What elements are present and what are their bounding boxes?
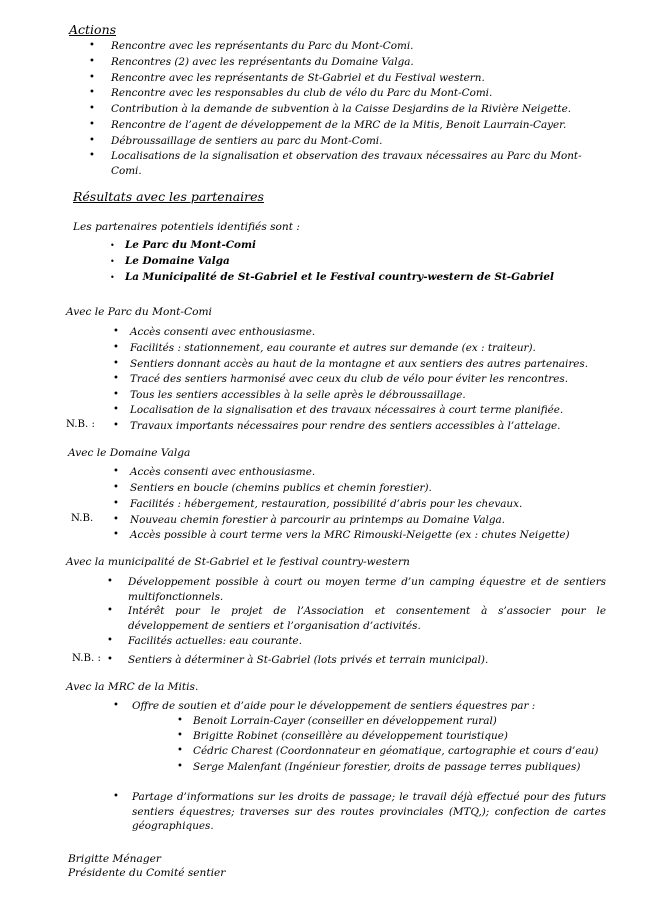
bullet: • [89,87,95,98]
action-item: Rencontre de l’agent de développement de la MRC de la Mitis, Benoit Laurrain-Cayer. [111,119,567,131]
mont-comi-heading: Avec le Parc du Mont-Comi [66,306,212,318]
nb-label: N.B. : [66,419,95,430]
action-item: Rencontre avec les représentants du Parc du Mont-Comi. [111,40,414,52]
valga-item: Sentiers en boucle (chemins publics et chemin forestier). [130,482,432,494]
action-item: Contribution à la demande de subvention à la Caisse Desjardins de la Rivière Neigette. [111,103,572,115]
mont-comi-item: Travaux importants nécessaires pour rendre des sentiers accessibles à l’attelage. [130,420,561,432]
bullet: • [113,498,119,509]
bullet: • [113,373,119,384]
bullet: • [89,56,95,67]
bullet: • [110,241,115,250]
results-heading: Résultats avec les partenaires [73,189,264,204]
action-item: Rencontres (2) avec les représentants du Domaine Valga. [111,56,414,68]
valga-item: Accès consenti avec enthousiasme. [130,466,316,478]
mrc-sharing: Partage d’informations sur les droits de passage; le travail déjà effectué pour des futurs sentiers équestres; traverses sur des routes provinciales (MTQ,); confection de cartes géographiques. [132,791,606,832]
mrc-person: Benoit Lorrain-Cayer (conseiller en développement rural) [193,715,497,727]
bullet: • [177,761,183,772]
bullet: • [107,654,113,665]
st-gabriel-item: Intérêt pour le projet de l’Association et consentement à s’associer pour le développement de sentiers et l’organisation d’activités. [128,605,606,632]
signature-title: Présidente du Comité sentier [68,867,226,879]
bullet: • [113,791,119,802]
bullet: • [113,404,119,415]
bullet: • [177,715,183,726]
bullet: • [113,389,119,400]
bullet: • [107,576,113,587]
partner-item: Le Parc du Mont-Comi [125,239,256,251]
bullet: • [89,40,95,51]
mont-comi-item: Tous les sentiers accessibles à la selle après le débroussaillage. [130,389,466,401]
action-item: Localisations de la signalisation et observation des travaux nécessaires au Parc du Mont-Comi. [111,150,582,177]
bullet: • [177,745,183,756]
valga-item: Accès possible à court terme vers la MRC Rimouski-Neigette (ex : chutes Neigette) [130,529,570,541]
bullet: • [113,529,119,540]
bullet: • [110,273,115,282]
partners-intro: Les partenaires potentiels identifiés sont : [73,221,300,233]
mrc-person: Brigitte Robinet (conseillère au développement touristique) [193,730,508,742]
action-item: Rencontre avec les responsables du club de vélo du Parc du Mont-Comi. [111,87,493,99]
action-item: Rencontre avec les représentants de St-Gabriel et du Festival western. [111,72,485,84]
action-item: Débroussaillage de sentiers au parc du Mont-Comi. [111,135,383,147]
bullet: • [113,358,119,369]
valga-heading: Avec le Domaine Valga [68,447,191,459]
mrc-offer: Offre de soutien et d’aide pour le développement de sentiers équestres par : [132,700,536,712]
signature-name: Brigitte Ménager [68,853,161,865]
bullet: • [89,72,95,83]
bullet: • [89,135,95,146]
valga-item: Nouveau chemin forestier à parcourir au printemps au Domaine Valga. [130,514,505,526]
bullet: • [113,420,119,431]
bullet: • [89,150,95,161]
mrc-person: Cédric Charest (Coordonnateur en géomatique, cartographie et cours d’eau) [193,745,599,757]
bullet: • [89,119,95,130]
st-gabriel-heading: Avec la municipalité de St-Gabriel et le festival country-western [66,556,410,568]
valga-item: Facilités : hébergement, restauration, possibilité d’abris pour les chevaux. [130,498,523,510]
bullet: • [113,342,119,353]
bullet: • [107,605,113,616]
bullet: • [89,103,95,114]
st-gabriel-item: Développement possible à court ou moyen terme d’un camping équestre et de sentiers multifonctionnels. [128,576,606,603]
st-gabriel-item: Sentiers à déterminer à St-Gabriel (lots privés et terrain municipal). [128,654,489,666]
partner-item: La Municipalité de St-Gabriel et le Festival country-western de St-Gabriel [125,271,554,283]
bullet: • [113,482,119,493]
bullet: • [113,466,119,477]
actions-heading: Actions [69,22,117,37]
nb-label: N.B. : [72,653,101,664]
st-gabriel-item: Facilités actuelles: eau courante. [128,635,302,647]
bullet: • [107,635,113,646]
bullet: • [110,257,115,266]
bullet: • [113,514,119,525]
bullet: • [177,730,183,741]
bullet: • [113,700,119,711]
mrc-heading: Avec la MRC de la Mitis. [66,681,199,693]
mont-comi-item: Facilités : stationnement, eau courante et autres sur demande (ex : traiteur). [130,342,536,354]
mont-comi-item: Sentiers donnant accès au haut de la montagne et aux sentiers des autres partenaires. [130,358,589,370]
mont-comi-item: Tracé des sentiers harmonisé avec ceux du club de vélo pour éviter les rencontres. [130,373,568,385]
partner-item: Le Domaine Valga [125,255,230,267]
mrc-person: Serge Malenfant (Ingénieur forestier, droits de passage terres publiques) [193,761,581,773]
mont-comi-item: Localisation de la signalisation et des travaux nécessaires à court terme planifiée. [130,404,564,416]
mont-comi-item: Accès consenti avec enthousiasme. [130,326,316,338]
nb-label: N.B. [71,513,94,524]
bullet: • [113,326,119,337]
